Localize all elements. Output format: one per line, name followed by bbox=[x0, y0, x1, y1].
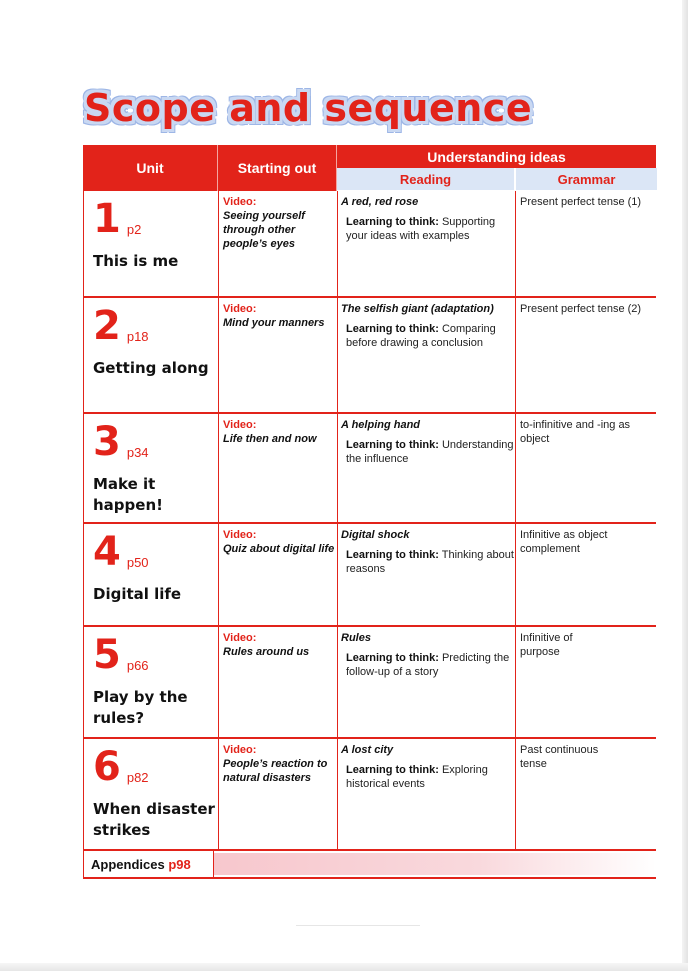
video-title: Mind your manners bbox=[223, 317, 325, 329]
think-label: Learning to think: bbox=[346, 549, 439, 561]
grammar-cell: Present perfect tense (1) bbox=[520, 196, 642, 208]
unit-row-2 bbox=[83, 298, 656, 414]
think-label: Learning to think: bbox=[346, 216, 439, 228]
page-title: Scope and sequence bbox=[84, 86, 533, 130]
unit-page: p50 bbox=[126, 555, 149, 570]
think-text: Supporting your ideas with examples bbox=[346, 216, 496, 242]
unit-number: 2 bbox=[93, 303, 121, 349]
reading-cell bbox=[341, 528, 515, 576]
think-text: Exploring historical events bbox=[346, 764, 488, 790]
learning-to-think bbox=[346, 322, 515, 350]
appendices-fill bbox=[214, 853, 656, 875]
appendices-page: p98 bbox=[168, 857, 191, 872]
grammar-cell: Present perfect tense (2) bbox=[520, 303, 642, 315]
unit-page: p82 bbox=[126, 770, 149, 785]
unit-cell bbox=[93, 303, 217, 379]
video-title: Rules around us bbox=[223, 646, 310, 658]
header-understanding-ideas: Understanding ideas bbox=[337, 145, 656, 168]
reading-title: Digital shock bbox=[341, 529, 410, 541]
unit-cell bbox=[93, 632, 217, 729]
unit-name: Play by the rules? bbox=[93, 688, 188, 727]
appendices-label: Appendices p98 bbox=[91, 857, 191, 872]
starting-out-cell bbox=[223, 302, 335, 330]
unit-number: 5 bbox=[93, 632, 121, 678]
unit-page: p66 bbox=[126, 658, 149, 673]
unit-number: 6 bbox=[93, 744, 121, 790]
unit-row-3 bbox=[83, 414, 656, 524]
think-label: Learning to think: bbox=[346, 764, 439, 776]
video-title: Seeing yourself through other people’s eyes bbox=[223, 210, 305, 250]
video-label: Video: bbox=[223, 632, 257, 644]
reading-title: A lost city bbox=[341, 744, 394, 756]
think-label: Learning to think: bbox=[346, 439, 439, 451]
video-label: Video: bbox=[223, 196, 257, 208]
reading-title: Rules bbox=[341, 632, 371, 644]
starting-out-cell bbox=[223, 195, 335, 251]
page-edge bbox=[682, 0, 688, 971]
learning-to-think bbox=[346, 215, 515, 243]
unit-cell bbox=[93, 419, 217, 516]
unit-page: p2 bbox=[126, 222, 142, 237]
reading-cell bbox=[341, 195, 515, 243]
grammar-cell: Past continuous tense bbox=[520, 744, 599, 770]
think-label: Learning to think: bbox=[346, 323, 439, 335]
think-text: Comparing before drawing a conclusion bbox=[346, 323, 496, 349]
unit-cell bbox=[93, 196, 217, 272]
header-unit: Unit bbox=[83, 145, 218, 191]
video-label: Video: bbox=[223, 744, 257, 756]
video-label: Video: bbox=[223, 303, 257, 315]
header-starting-out: Starting out bbox=[218, 145, 337, 191]
starting-out-cell bbox=[223, 528, 335, 556]
unit-row-5 bbox=[83, 627, 656, 739]
grammar-cell: Infinitive as object complement bbox=[520, 529, 608, 555]
footer-line bbox=[296, 925, 420, 926]
think-label: Learning to think: bbox=[346, 652, 439, 664]
video-title: People’s reaction to natural disasters bbox=[223, 758, 328, 784]
unit-name: Make it happen! bbox=[93, 475, 163, 514]
starting-out-cell bbox=[223, 418, 335, 446]
starting-out-cell bbox=[223, 743, 335, 785]
video-label: Video: bbox=[223, 529, 257, 541]
unit-number: 4 bbox=[93, 529, 121, 575]
reading-cell bbox=[341, 418, 515, 466]
grammar-cell: to-infinitive and -ing as object bbox=[520, 419, 631, 445]
video-label: Video: bbox=[223, 419, 257, 431]
unit-name: This is me bbox=[93, 252, 179, 270]
reading-cell bbox=[341, 631, 515, 679]
think-text: Understanding the influence bbox=[346, 439, 514, 465]
subheader-grammar: Grammar bbox=[515, 168, 657, 190]
learning-to-think bbox=[346, 438, 515, 466]
unit-page: p34 bbox=[126, 445, 149, 460]
unit-name: When disaster strikes bbox=[93, 800, 215, 839]
learning-to-think bbox=[346, 548, 515, 576]
reading-cell bbox=[341, 743, 515, 791]
think-text: Thinking about reasons bbox=[346, 549, 514, 575]
video-title: Life then and now bbox=[223, 433, 317, 445]
unit-cell bbox=[93, 529, 217, 605]
unit-row-1 bbox=[83, 191, 656, 298]
learning-to-think bbox=[346, 763, 515, 791]
unit-page: p18 bbox=[126, 329, 149, 344]
unit-row-6 bbox=[83, 739, 656, 851]
subheader-reading: Reading bbox=[337, 168, 514, 190]
unit-number: 1 bbox=[93, 196, 121, 242]
unit-name: Getting along bbox=[93, 359, 209, 377]
reading-title: The selfish giant (adaptation) bbox=[341, 303, 494, 315]
starting-out-cell bbox=[223, 631, 335, 659]
unit-number: 3 bbox=[93, 419, 121, 465]
unit-row-4 bbox=[83, 524, 656, 627]
reading-title: A helping hand bbox=[341, 419, 421, 431]
reading-cell bbox=[341, 302, 515, 350]
grammar-cell: Infinitive of purpose bbox=[520, 632, 573, 658]
think-text: Predicting the follow-up of a story bbox=[346, 652, 510, 678]
scope-table bbox=[83, 145, 656, 877]
appendices-row bbox=[83, 851, 656, 879]
unit-name: Digital life bbox=[93, 585, 182, 603]
video-title: Quiz about digital life bbox=[223, 543, 335, 555]
reading-title: A red, red rose bbox=[341, 196, 419, 208]
page-bottom-edge bbox=[0, 963, 688, 971]
learning-to-think bbox=[346, 651, 515, 679]
unit-cell bbox=[93, 744, 217, 841]
